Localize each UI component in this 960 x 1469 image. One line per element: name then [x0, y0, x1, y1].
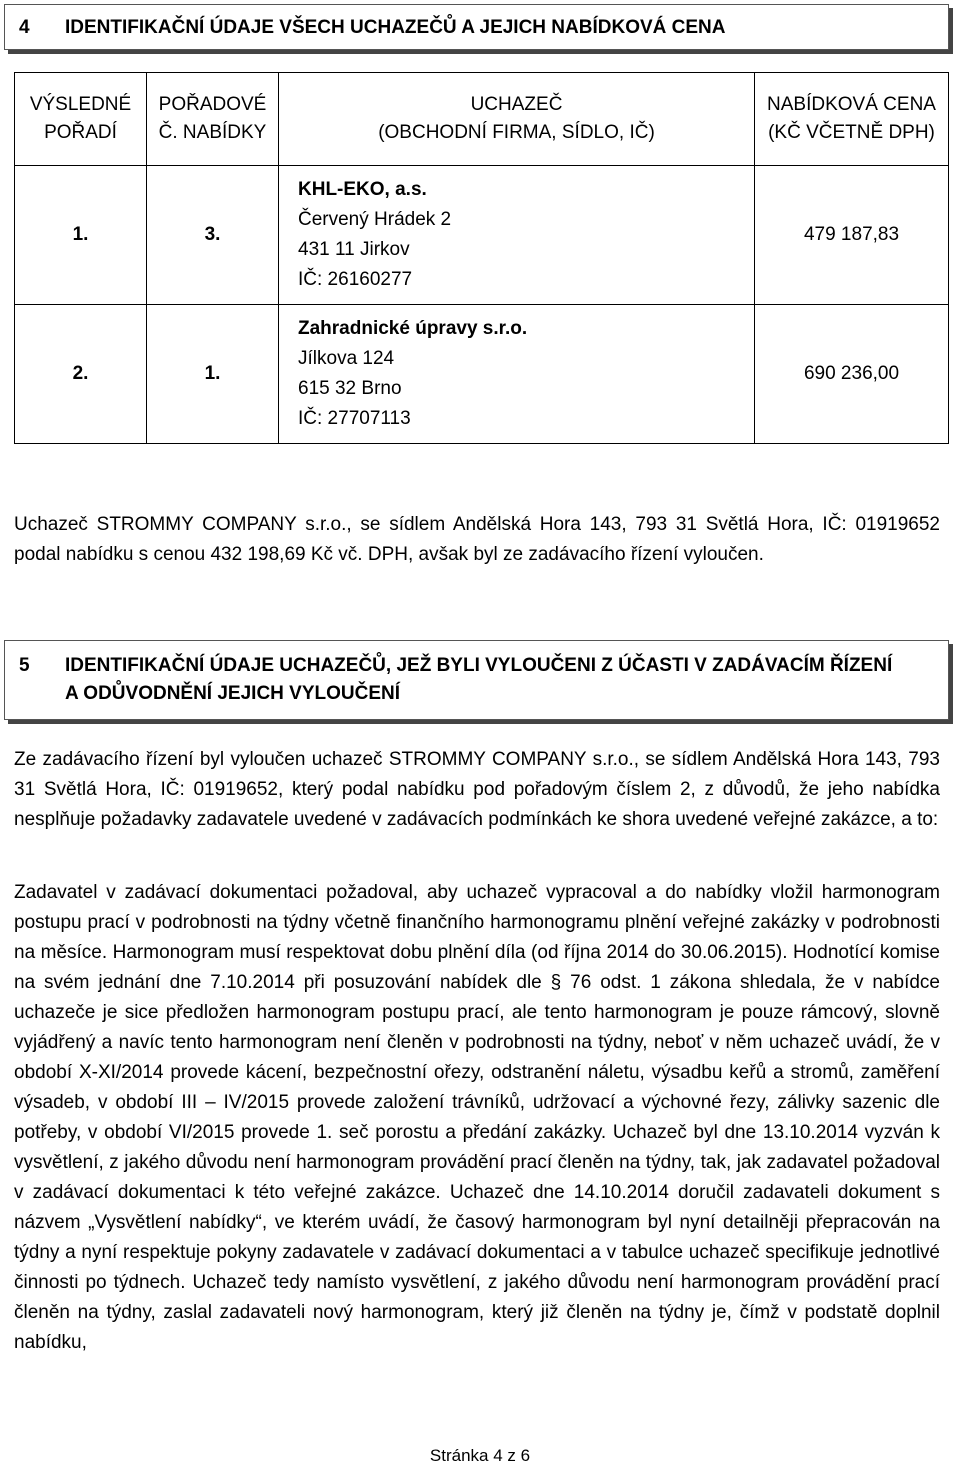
bid-number-cell: 1.	[147, 305, 279, 444]
table-row	[15, 166, 949, 305]
bidder-ic: IČ: 27707113	[298, 408, 411, 429]
bidder-street: Červený Hrádek 2	[298, 209, 452, 230]
table-row	[15, 305, 949, 444]
rank-cell: 1.	[15, 166, 147, 305]
bid-number-cell: 3.	[147, 166, 279, 305]
section-number: 5	[19, 655, 30, 676]
section-title: IDENTIFIKAČNÍ ÚDAJE VŠECH UCHAZEČŮ A JEJICH NABÍDKOVÁ CENA	[65, 17, 726, 38]
bidders-table	[14, 72, 949, 444]
bidder-name: Zahradnické úpravy s.r.o.	[298, 318, 528, 339]
price-cell: 479 187,83	[755, 166, 949, 305]
reasoning-paragraph: Zadavatel v zadávací dokumentaci požadoval, aby uchazeč vypracoval a do nabídky vložil harmonogram postupu prací v podrobnosti na týdny včetně finančního harmonogramu plnění veřejné zakázky v podrobnosti na měsíce. Harmonogram musí respektovat dobu plnění díla (od října 2014 do 30.06.2015). Hodnotící komise na svém jednání dne 7.10.2014 při posuzování nabídek dle § 76 odst. 1 zákona shledala, že v nabídce uchazeče je sice předložen harmonogram postupu prací, ale tento harmonogram je pouze rámcový, slovně vyjádřený a navíc tento harmonogram není členěn v podrobnosti na týdny, neboť v něm uchazeč uvádí, že v období X-XI/2014 provede kácení, bezpečnostní ořezy, odstranění náletu, výsadbu keřů a stromů, zaměření výsadeb, v období III – IV/2015 provede založení trávníků, udržovací a výchovné řezy, zálivky sazenic dle potřeby, v období VI/2015 provede 1. seč porostu a předání zakázky. Uchazeč byl dne 13.10.2014 vyzván k vysvětlení, z jakého důvodu není harmonogram provádění prací členěn na týdny, tak, jak zadavatel požadoval v zadávací dokumentaci k této veřejné zakázce. Uchazeč dne 14.10.2014 doručil zadavateli dokument s názvem „Vysvětlení nabídky“, ve kterém uvádí, že časový harmonogram byl nyní detailněji přepracován na týdny a nyní respektuje pokyny zadavatele v zadávací dokumentaci a v tabulce uchazeč specifikuje jednotlivé činnosti po týdnech. Uchazeč tedy namísto vysvětlení, z jakého důvodu není harmonogram provádění prací členěn na týdny, zaslal zadavateli nový harmonogram, který již členěn na týdny je, čímž v podstatě doplnil nabídku,	[14, 882, 940, 1353]
section-4-heading	[4, 4, 949, 50]
header-bid-number: POŘADOVÉ Č. NABÍDKY	[147, 73, 279, 166]
table-header-row	[15, 73, 949, 166]
bidder-city: 615 32 Brno	[298, 378, 402, 399]
section-title-line-2: A ODŮVODNĚNÍ JEJICH VYLOUČENÍ	[65, 683, 401, 704]
header-bidder: UCHAZEČ (OBCHODNÍ FIRMA, SÍDLO, IČ)	[279, 73, 755, 166]
price-cell: 690 236,00	[755, 305, 949, 444]
bidder-city: 431 11 Jirkov	[298, 239, 410, 260]
excluded-bidder-note: Uchazeč STROMMY COMPANY s.r.o., se sídlem Andělská Hora 143, 793 31 Světlá Hora, IČ: 01919652 podal nabídku s cenou 432 198,69 Kč vč. DPH, avšak byl ze zadávacího řízení vyloučen.	[14, 514, 940, 565]
page-footer: Stránka 4 z 6	[429, 1446, 531, 1465]
bidder-name: KHL-EKO, a.s.	[298, 179, 427, 200]
header-bid-price: NABÍDKOVÁ CENA (KČ VČETNĚ DPH)	[755, 73, 949, 166]
exclusion-paragraph: Ze zadávacího řízení byl vyloučen uchazeč STROMMY COMPANY s.r.o., se sídlem Andělská Hora 143, 793 31 Světlá Hora, IČ: 01919652, který podal nabídku pod pořadovým číslem 2, z důvodů, že jeho nabídka nesplňuje požadavky zadavatele uvedené v zadávacích podmínkách ke shora uvedené veřejné zakázce, a to:	[14, 749, 940, 830]
bidder-ic: IČ: 26160277	[298, 269, 413, 290]
section-number: 4	[19, 17, 30, 38]
header-final-rank: VÝSLEDNÉ POŘADÍ	[15, 73, 147, 166]
bidder-cell	[279, 166, 755, 305]
section-title-line-1: IDENTIFIKAČNÍ ÚDAJE UCHAZEČŮ, JEŽ BYLI VYLOUČENI Z ÚČASTI V ZADÁVACÍM ŘÍZENÍ	[65, 655, 893, 676]
rank-cell: 2.	[15, 305, 147, 444]
bidder-street: Jílkova 124	[298, 348, 395, 369]
bidder-cell	[279, 305, 755, 444]
section-5-heading	[4, 640, 949, 720]
